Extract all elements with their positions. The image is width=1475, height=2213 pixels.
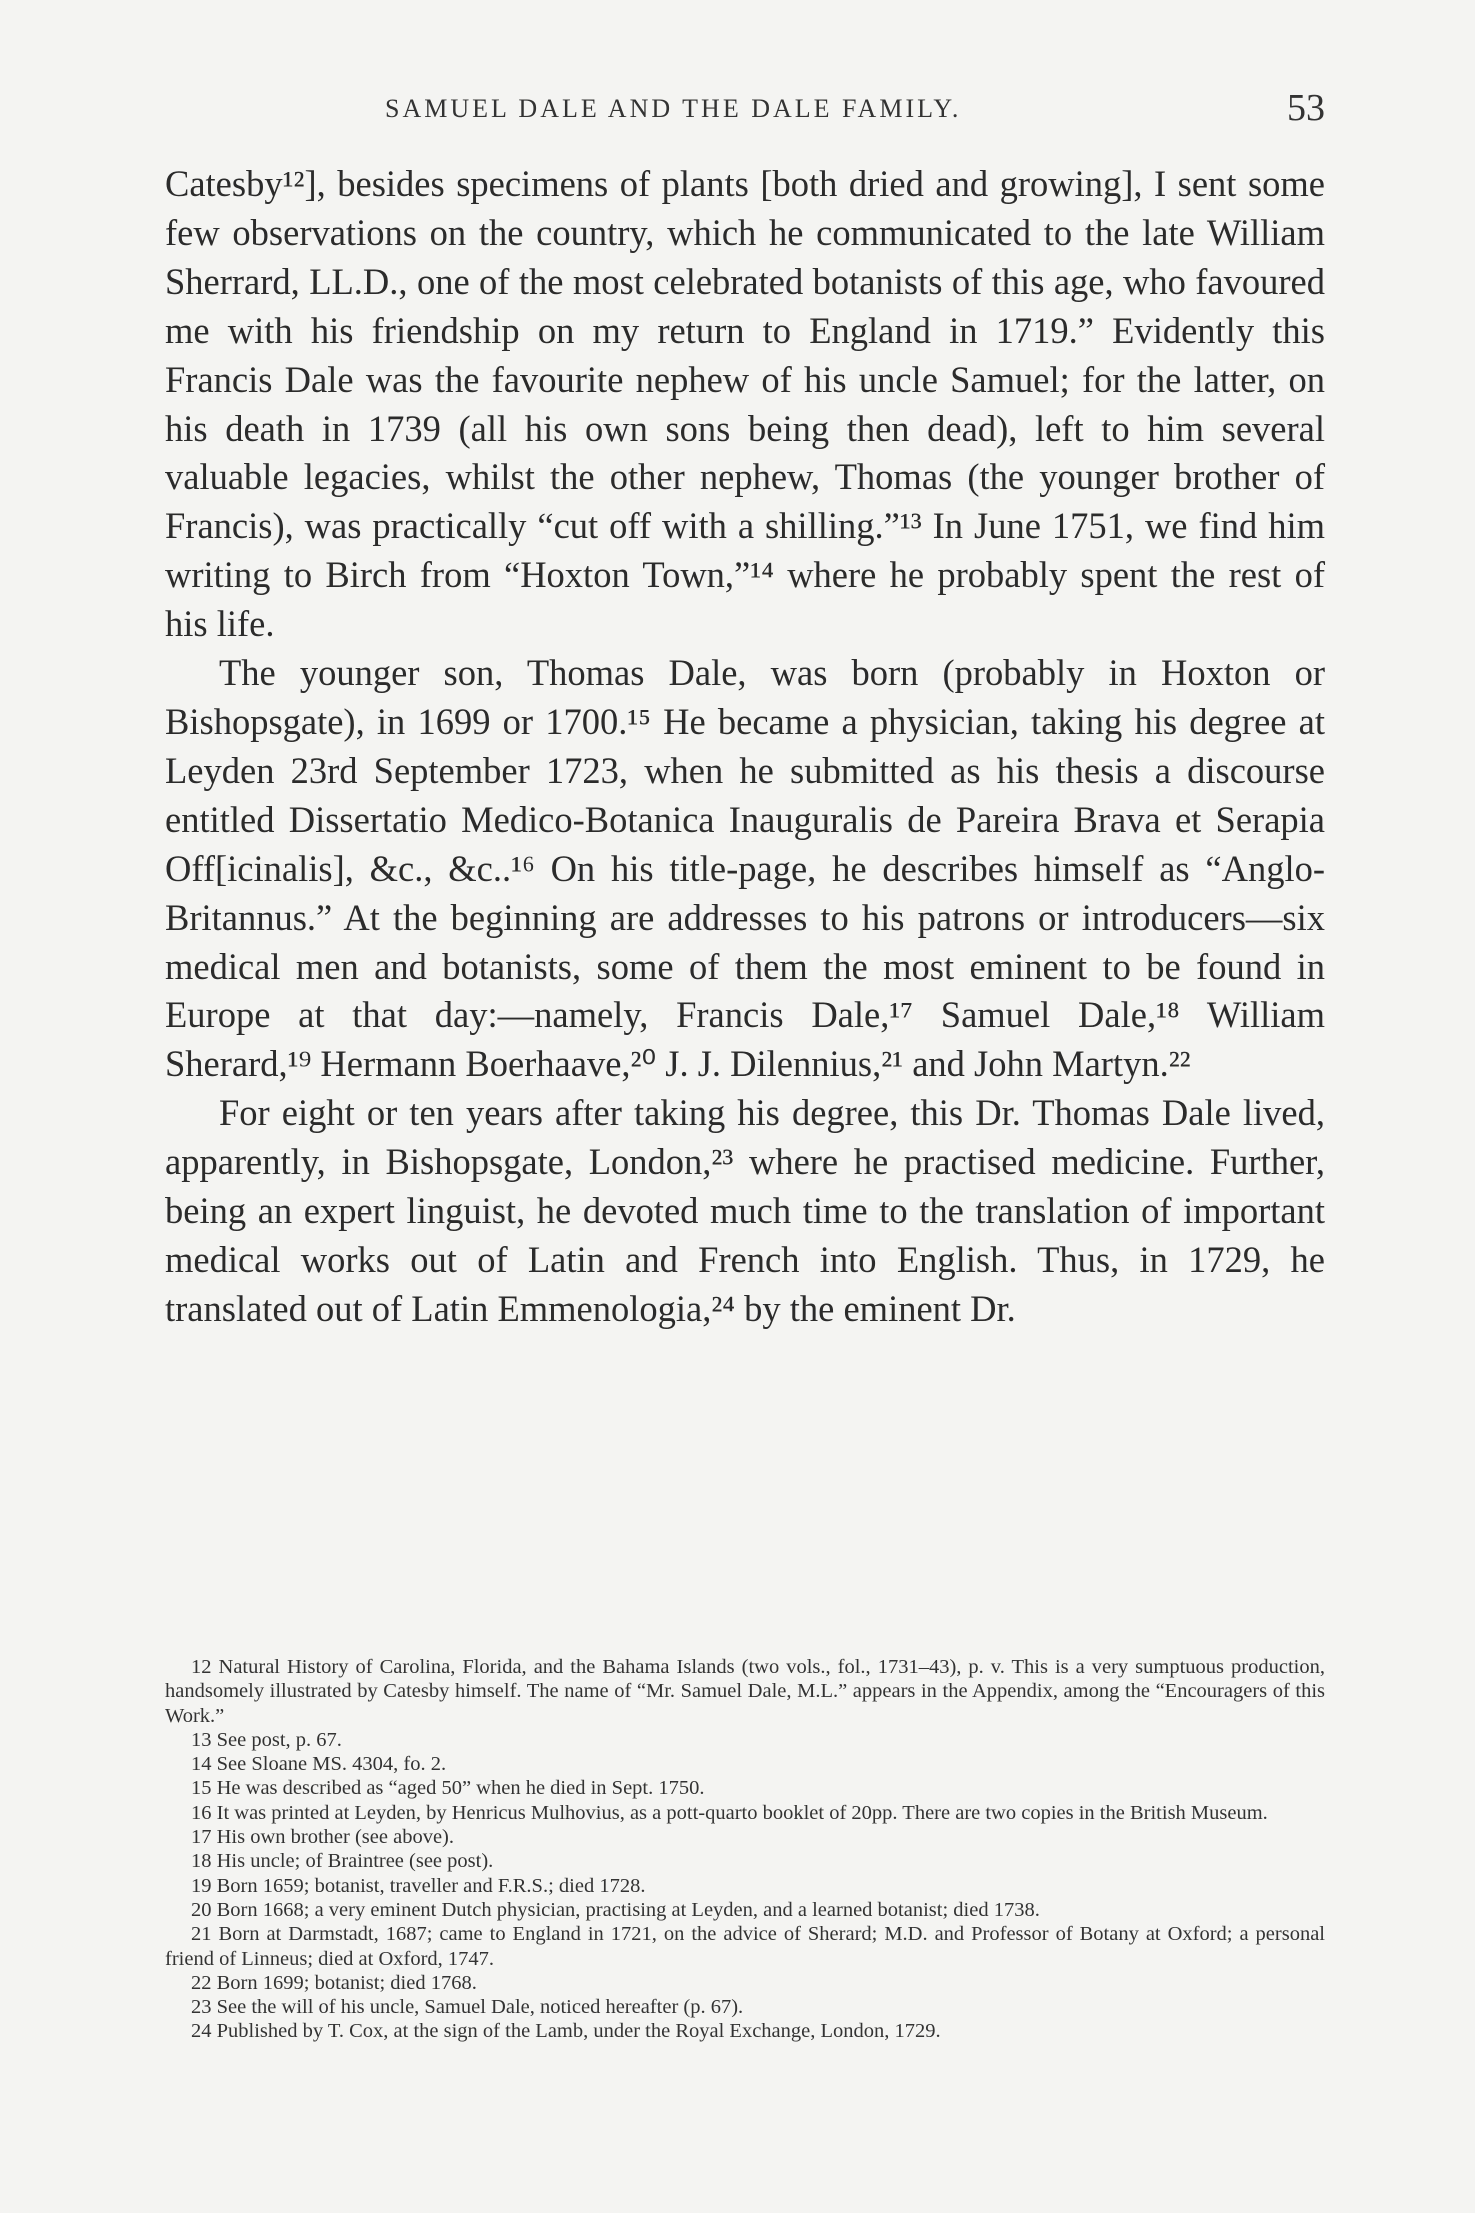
paragraph-practice: For eight or ten years after taking his degree, this Dr. Thomas Dale lived, apparently, in Bishopsgate, London,²³ where he practised medicine. Further, being an expert linguist, he devoted much time to the translation of important medical works out of Latin and French into English. Thus, in 1729, he translated out of Latin Emmenologia,²⁴ by the eminent Dr. bbox=[165, 1092, 1325, 1329]
footnote-22: 22 Born 1699; botanist; died 1768. bbox=[191, 1971, 477, 1994]
footnote-23: 23 See the will of his uncle, Samuel Dale, noticed hereafter (p. 67). bbox=[191, 1996, 744, 2019]
page-header bbox=[165, 84, 1325, 144]
paragraph-continued: Catesby¹²], besides specimens of plants [both dried and growing], I sent some few observations on the country, which he communicated to the late William Sherrard, LL.D., one of the most celebrated botanists of this age, who favoured me with his friendship on my return to England in 1719.” Evidently this Francis Dale was the favourite nephew of his uncle Samuel; for the latter, on his death in 1739 (all his own sons being then dead), left to him several valuable legacies, whilst the other nephew, Thomas (the younger brother of Francis), was practically “cut off with a shilling.”¹³ In June 1751, we find him writing to Birch from “Hoxton Town,”¹⁴ where he probably spent the rest of his life. bbox=[165, 163, 1325, 645]
footnote-21: 21 Born at Darmstadt, 1687; came to England in 1721, on the advice of Sherard; M.D. and Professor of Botany at Oxford; a personal friend of Linneus; died at Oxford, 1747. bbox=[165, 1923, 1325, 1970]
footnote-14: 14 See Sloane MS. 4304, fo. 2. bbox=[191, 1753, 447, 1776]
footnote-20: 20 Born 1668; a very eminent Dutch physician, practising at Leyden, and a learned botanist; died 1738. bbox=[191, 1898, 1040, 1921]
body-text bbox=[165, 160, 1325, 1334]
footnote-15: 15 He was described as “aged 50” when he died in Sept. 1750. bbox=[191, 1777, 705, 1800]
footnote-19: 19 Born 1659; botanist, traveller and F.R.S.; died 1728. bbox=[191, 1874, 646, 1897]
footnote-16: 16 It was printed at Leyden, by Henricus Mulhovius, as a pott-quarto booklet of 20pp. There are two copies in the British Museum. bbox=[191, 1801, 1268, 1824]
footnote-12: 12 Natural History of Carolina, Florida, and the Bahama Islands (two vols., fol., 1731–43), p. v. This is a very sumptuous production, handsomely illustrated by Catesby himself. The name of “Mr. Samuel Dale, M.L.” appears in the Appendix, among the “Encouragers of this Work.” bbox=[165, 1656, 1325, 1727]
running-title: SAMUEL DALE AND THE DALE FAMILY. bbox=[385, 94, 962, 123]
footnote-24: 24 Published by T. Cox, at the sign of the Lamb, under the Royal Exchange, London, 1729. bbox=[191, 2020, 941, 2043]
footnote-17: 17 His own brother (see above). bbox=[191, 1826, 455, 1849]
paragraph-thomas-dale: The younger son, Thomas Dale, was born (probably in Hoxton or Bishopsgate), in 1699 or 1700.¹⁵ He became a physician, taking his degree at Leyden 23rd September 1723, when he submitted as his thesis a discourse entitled Dissertatio Medico-Botanica Inauguralis de Pareira Brava et Serapia Off[icinalis], &c., &c..¹⁶ On his title-page, he describes himself as “Anglo-Britannus.” At the beginning are addresses to his patrons or introducers—six medical men and botanists, some of them the most eminent to be found in Europe at that day:—namely, Francis Dale,¹⁷ Samuel Dale,¹⁸ William Sherard,¹⁹ Hermann Boerhaave,²⁰ J. J. Dilennius,²¹ and John Martyn.²² bbox=[165, 652, 1325, 1085]
footnote-13: 13 See post, p. 67. bbox=[191, 1728, 342, 1751]
page-number: 53 bbox=[1287, 87, 1325, 129]
footnotes bbox=[165, 1655, 1325, 2044]
footnote-18: 18 His uncle; of Braintree (see post). bbox=[191, 1850, 494, 1873]
